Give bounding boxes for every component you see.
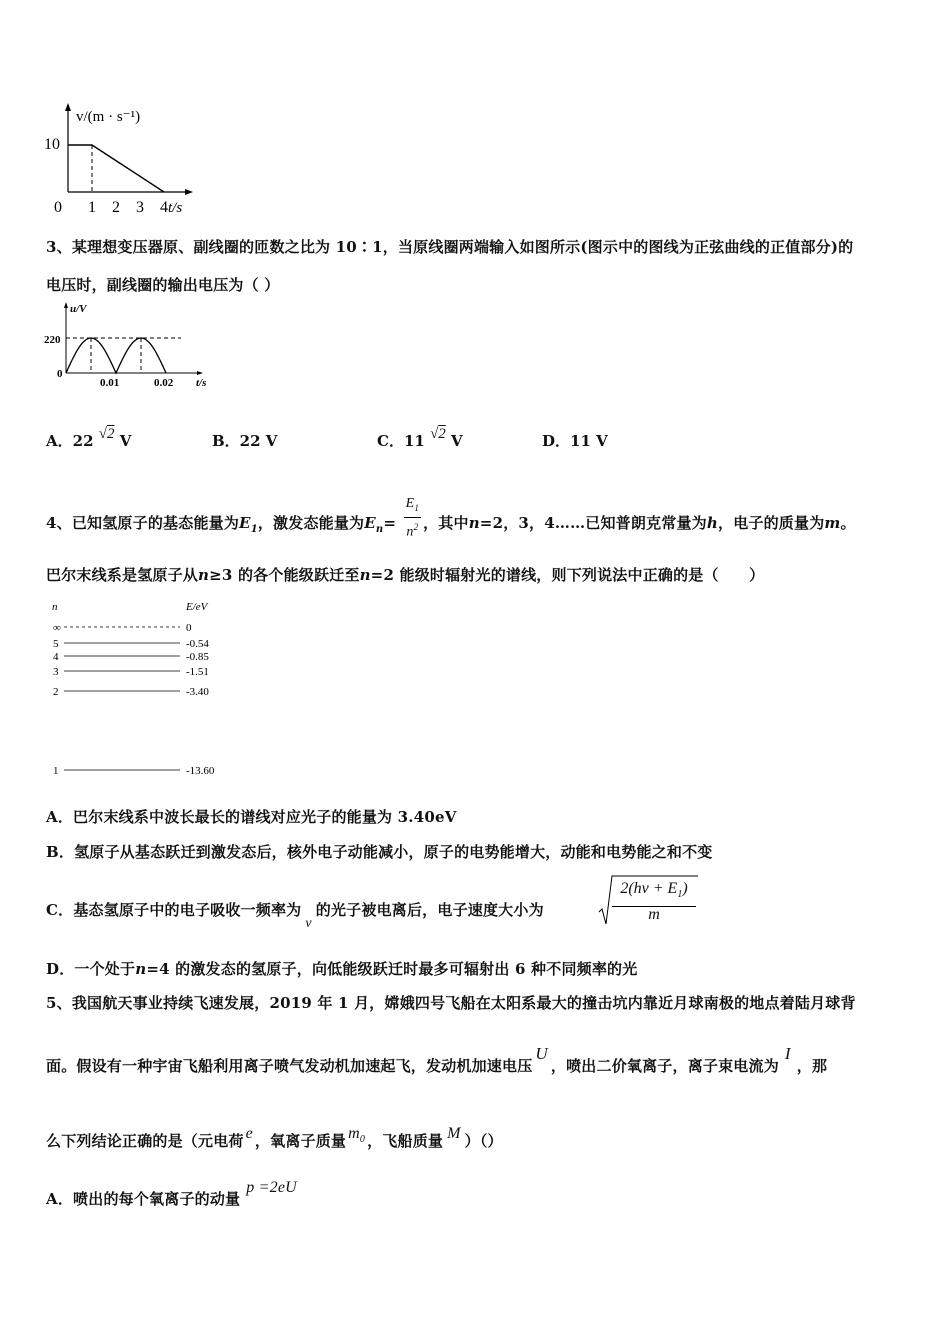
- q3-option-d[interactable]: [542, 430, 608, 451]
- energy-level-e-3: -1.51: [186, 666, 209, 678]
- energy-level-e-5: -13.60: [186, 765, 215, 777]
- energy-level-n-2: 4: [53, 651, 59, 663]
- voltage-time-graph: [40, 300, 220, 396]
- q4-En: $E_n$: [364, 514, 384, 536]
- q3-option-b-label: B．22 V: [212, 432, 278, 450]
- graph2-xtick-0.02: 0.02: [154, 377, 174, 389]
- q4-nu-symbol: ν: [305, 916, 312, 931]
- q4-option-c[interactable]: C．基态氢原子中的电子吸收一频率为ν的光子被电离后，电子速度大小为: [46, 901, 544, 931]
- q4-option-d[interactable]: D．一个处于n=4 的激发态的氢原子，向低能级跃迁时最多可辐射出 6 种不同频率的光: [46, 960, 638, 978]
- graph1-xtick-3: 3: [136, 199, 144, 216]
- energy-e-header: E/eV: [186, 601, 208, 613]
- q4-text-d: =2，3，4……已知普朗克常量为: [479, 514, 707, 533]
- energy-level-e-0: 0: [186, 622, 192, 634]
- graph1-xtick-1: 1: [88, 199, 96, 216]
- graph1-x-arrow: [185, 189, 193, 195]
- velocity-time-graph: [40, 102, 200, 218]
- q4-text-c: ，其中: [423, 514, 469, 533]
- q4-E1: $E_1$: [239, 514, 258, 536]
- energy-levels: [53, 622, 215, 777]
- graph1-xtick-0: 0: [54, 199, 62, 216]
- q3-option-a[interactable]: [46, 426, 132, 451]
- q5-momentum-formula: p =2eU: [246, 1179, 297, 1196]
- energy-level-n-5: 1: [53, 765, 59, 777]
- q3-option-c[interactable]: [377, 426, 463, 451]
- q4-option-a[interactable]: A．巴尔末线系中波长最长的谱线对应光子的能量为 3.40eV: [46, 808, 457, 826]
- formula-denominator: m: [648, 906, 660, 923]
- energy-level-n-1: 5: [53, 638, 59, 650]
- graph1-y-arrow: [65, 103, 71, 111]
- graph1-ytick: 10: [44, 136, 60, 153]
- q4-text-e: ，电子的质量为: [718, 514, 825, 533]
- q4-n-var: n: [468, 514, 480, 533]
- graph2-ylabel: u/V: [70, 303, 87, 315]
- energy-n-header: n: [52, 601, 58, 613]
- energy-level-e-4: -3.40: [186, 686, 209, 698]
- q3-option-c-unit: V: [451, 432, 463, 450]
- q4-stem-line2: 巴尔末线系是氢原子从n≥3 的各个能级跃迁至n=2 能级时辐射光的谱线，则下列说法中正确的是（ ）: [46, 566, 765, 584]
- q5-M-symbol: M: [447, 1125, 461, 1142]
- graph2-sine-curve: [66, 338, 166, 373]
- graph1-xtick-4: 4: [160, 199, 168, 216]
- q3-option-b[interactable]: [212, 430, 277, 451]
- graph2-vertical-dashed-lines: [91, 338, 141, 373]
- q4-text-a: 4、已知氢原子的基态能量为: [46, 514, 240, 533]
- q5-m0-symbol: $m_0$: [348, 1125, 366, 1146]
- energy-level-e-1: -0.54: [186, 638, 209, 650]
- q4-energy-fraction: $\frac{E_1}{n^2}$: [405, 496, 420, 540]
- graph1-xlabel: t/s: [168, 200, 183, 216]
- q5-stem-line1: 5、我国航天事业持续飞速发展，2019 年 1 月，嫦娥四号飞船在太阳系最大的撞击坑内靠近月球南极的地点着陆月球背: [46, 994, 856, 1012]
- q3-option-a-radical: √2: [98, 426, 115, 442]
- formula-numerator: $2(h\nu + E_1)$: [612, 878, 696, 907]
- q4-velocity-formula: [598, 872, 702, 932]
- graph2-xlabel: t/s: [196, 377, 207, 389]
- energy-level-n-3: 3: [53, 666, 59, 678]
- graph1-xticks: [54, 199, 168, 216]
- graph2-ytick: 220: [44, 334, 61, 346]
- graph1-xtick-2: 2: [112, 199, 120, 216]
- q4-h-var: h: [706, 514, 718, 533]
- energy-level-n-0: ∞: [53, 622, 61, 634]
- graph1-ylabel: v/(m · s⁻¹): [76, 109, 141, 125]
- q5-stem-line3: 么下列结论正确的是（元电荷 e ，氧离子质量 $m_0$ ，飞船质量 M ）（）: [46, 1125, 503, 1150]
- q3-option-a-unit: V: [119, 432, 132, 450]
- q5-I-symbol: I: [784, 1044, 791, 1063]
- q4-text-b: ，激发态能量为: [257, 514, 365, 533]
- q3-option-c-label: C．11: [377, 432, 425, 450]
- q3-stem-line2: 电压时，副线圈的输出电压为（ ）: [46, 276, 280, 294]
- energy-level-diagram: [44, 596, 234, 780]
- q4-m-var: m: [824, 514, 841, 533]
- graph2-x-arrow: [197, 371, 203, 375]
- energy-level-e-2: -0.85: [186, 651, 209, 663]
- q5-stem-line2: 面。假设有一种宇宙飞船利用离子喷气发动机加速起飞，发动机加速电压U，喷出二价氧离子，离子束电流为I，那: [46, 1044, 828, 1075]
- q5-e-symbol: e: [245, 1125, 253, 1142]
- q3-stem-line1: 3、某理想变压器原、副线圈的匝数之比为 10∶1，当原线圈两端输入如图所示(图示中的图线为正弦曲线的正值部分)的: [46, 238, 854, 256]
- graph2-xticks: [100, 377, 174, 389]
- graph1-velocity-line: [68, 145, 164, 192]
- q4-option-b[interactable]: B．氢原子从基态跃迁到激发态后，核外电子动能减小，原子的电势能增大，动能和电势能之和不变: [46, 843, 713, 861]
- q5-option-a[interactable]: A．喷出的每个氧离子的动量p =2eU: [46, 1179, 297, 1208]
- graph2-origin: 0: [57, 368, 63, 380]
- q4-stem-line1: 4、已知氢原子的基态能量为$E_1$，激发态能量为$E_n=$ $\frac{E_1}{n^2}$ ，其中n=2，3，4……已知普朗克常量为h，电子的质量为m。: [46, 496, 856, 540]
- energy-level-n-4: 2: [53, 686, 59, 698]
- q5-U-symbol: U: [535, 1044, 548, 1063]
- q3-option-d-label: D．11 V: [542, 432, 608, 450]
- q3-option-a-label: A．22: [46, 432, 94, 450]
- graph2-y-arrow: [64, 302, 68, 308]
- graph2-xtick-0.01: 0.01: [100, 377, 120, 389]
- q3-option-c-radical: √2: [430, 426, 446, 442]
